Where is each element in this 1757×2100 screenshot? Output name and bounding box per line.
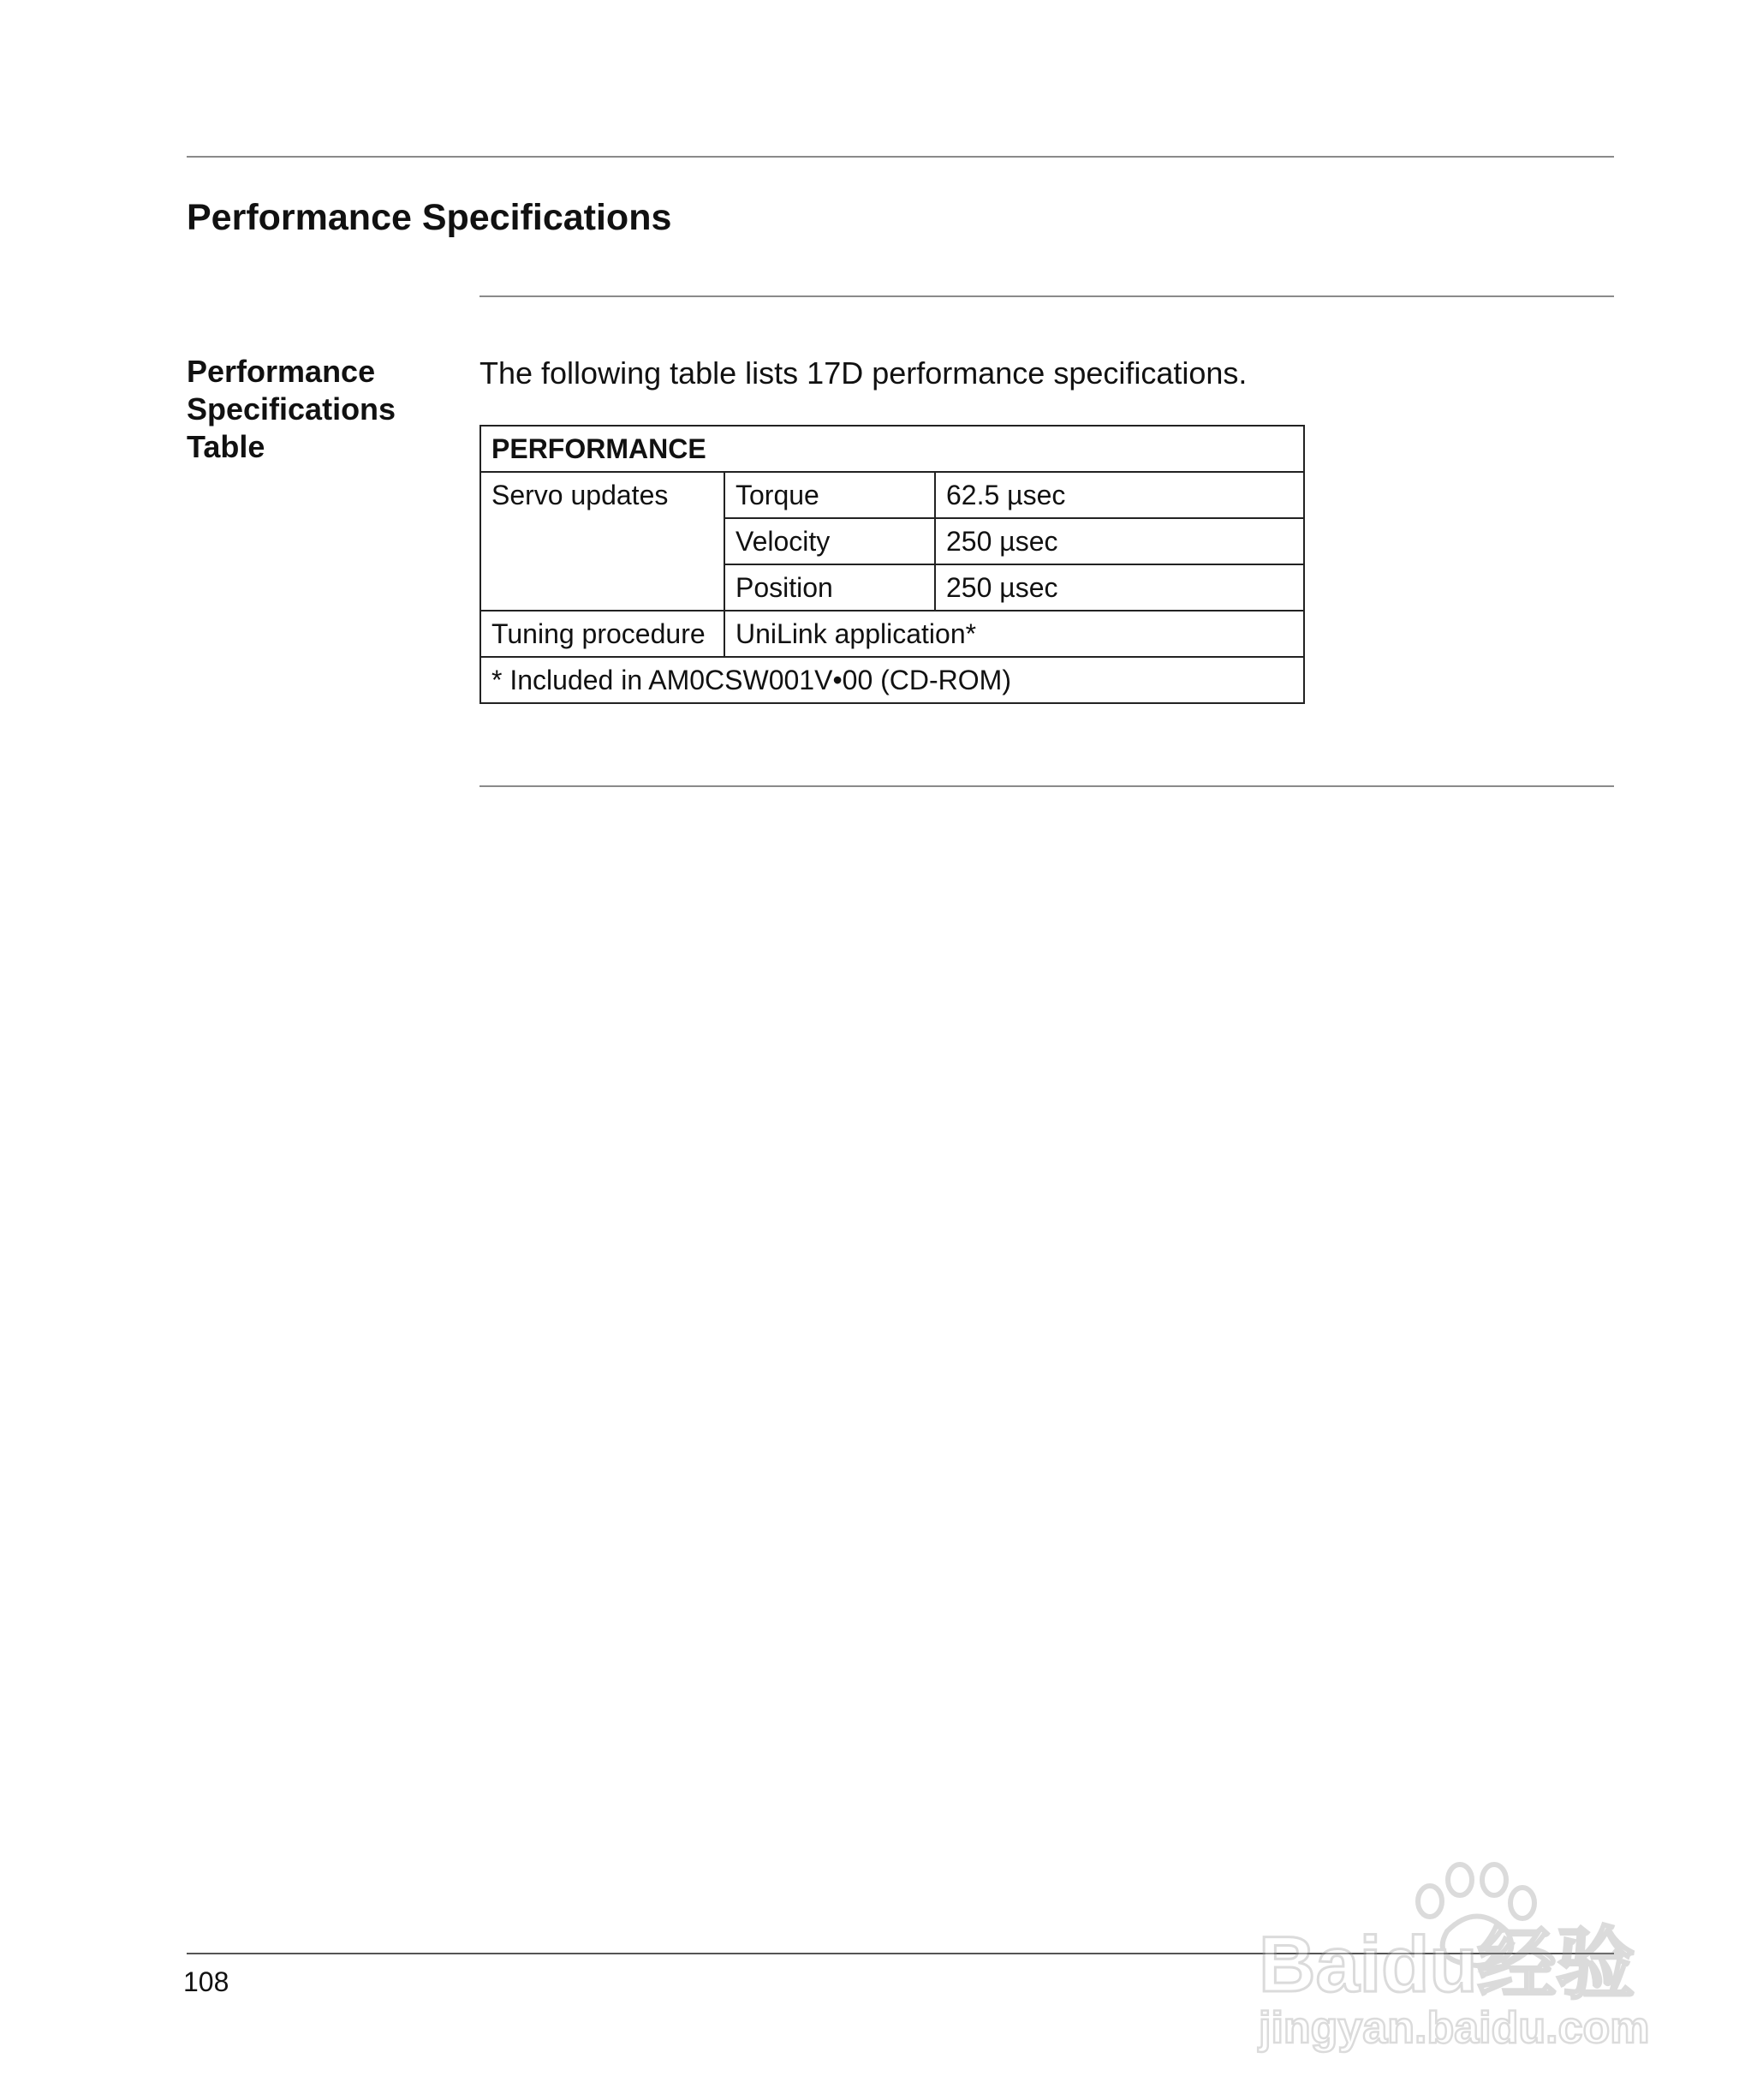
watermark-brand: Baidu经验 xyxy=(1259,1921,1635,2008)
tuning-procedure-label: Tuning procedure xyxy=(480,611,724,657)
servo-row-value: 250 µsec xyxy=(935,518,1304,564)
servo-row-name: Velocity xyxy=(724,518,935,564)
watermark-url: jingyan.baidu.com xyxy=(1259,2003,1650,2053)
side-heading-line: Specifications xyxy=(187,391,396,427)
intro-text: The following table lists 17D performance specifications. xyxy=(479,355,1248,391)
servo-row-name: Position xyxy=(724,564,935,611)
table-row xyxy=(480,611,1304,657)
page-title: Performance Specifications xyxy=(187,197,672,238)
section-end-rule xyxy=(479,785,1614,787)
servo-row-name: Torque xyxy=(724,472,935,518)
side-heading-line: Table xyxy=(187,429,265,464)
side-heading xyxy=(187,353,444,466)
table-header-cell: PERFORMANCE xyxy=(480,426,1304,472)
table-row xyxy=(480,472,1304,518)
servo-row-value: 62.5 µsec xyxy=(935,472,1304,518)
table-footnote: * Included in AM0CSW001V•00 (CD-ROM) xyxy=(480,657,1304,703)
performance-table xyxy=(479,425,1305,704)
table-footnote-row xyxy=(480,657,1304,703)
table-header-row xyxy=(480,426,1304,472)
tuning-procedure-value: UniLink application* xyxy=(724,611,1304,657)
side-heading-line: Performance xyxy=(187,354,376,389)
baidu-watermark-logo xyxy=(1250,1841,1678,2055)
top-rule xyxy=(187,156,1614,158)
page-number: 108 xyxy=(183,1966,229,1997)
servo-row-value: 250 µsec xyxy=(935,564,1304,611)
servo-updates-label: Servo updates xyxy=(480,472,724,611)
section-rule xyxy=(479,295,1614,297)
